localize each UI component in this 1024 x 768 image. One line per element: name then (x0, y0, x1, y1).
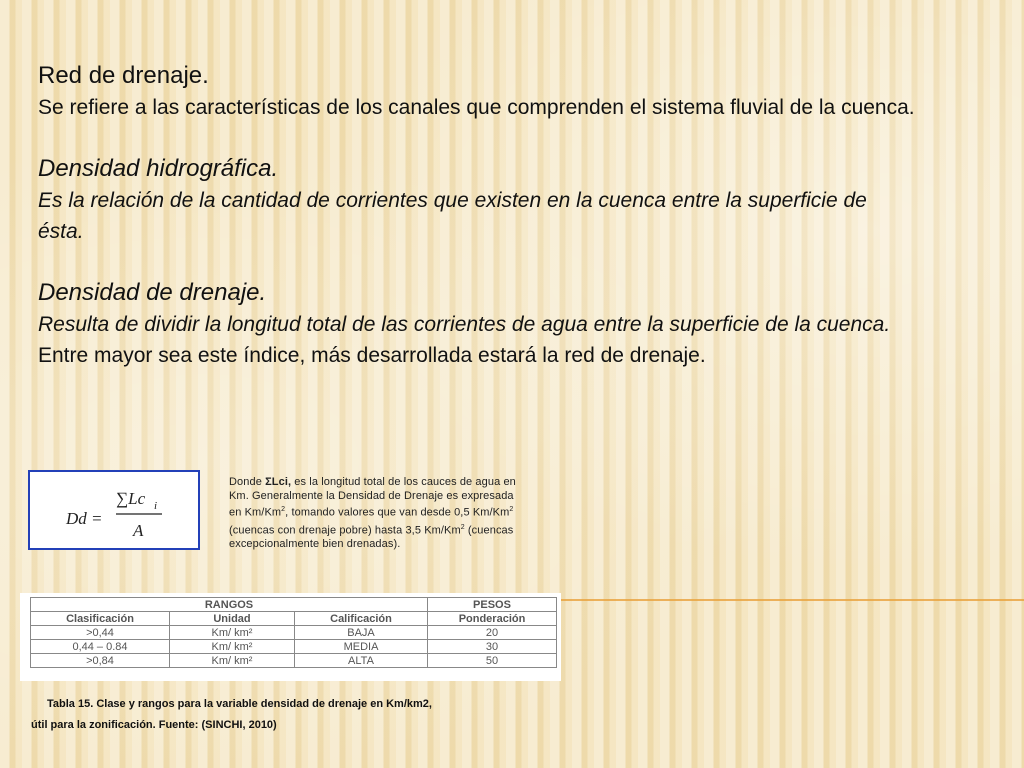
cell: MEDIA (295, 640, 428, 654)
cell: Km/ km² (170, 640, 295, 654)
formula-numerator: ∑Lc (116, 489, 146, 508)
formula-denominator: A (133, 521, 144, 540)
ranges-table (30, 597, 557, 668)
slide-body (38, 60, 990, 371)
formula-note: Donde ΣLci, es la longitud total de los cauces de agua en Km. Generalmente la Densidad de Drenaje es expresada en Km/Km$^2$, tomando valores que van desde 0,5 Km/Km$^2$ (cuencas con drenaje pobre) hasta 3,5 Km/Km$^2$ (cuencas excepcionalmente bien drenadas). (229, 476, 516, 551)
cell: 20 (428, 626, 557, 640)
group-header-rangos: RANGOS (31, 598, 428, 612)
table-row (31, 654, 557, 668)
cell: ALTA (295, 654, 428, 668)
text-densidad-hidrografica: Es la relación de la cantidad de corrientes que existen en la cuenca entre la superficie de ésta. (38, 189, 867, 243)
col-ponderacion: Ponderación (428, 612, 557, 626)
cell: 0,44 – 0.84 (31, 640, 170, 654)
cell: BAJA (295, 626, 428, 640)
table-caption (31, 694, 551, 736)
ranges-table-image (20, 593, 561, 681)
caption-line-1: Tabla 15. Clase y rangos para la variable densidad de drenaje en Km/km2, (47, 698, 432, 710)
text-densidad-de-drenaje-2: Entre mayor sea este índice, más desarrollada estará la red de drenaje. (38, 344, 706, 367)
table-row (31, 640, 557, 654)
text-densidad-de-drenaje: Resulta de dividir la longitud total de las corrientes de agua entre la superficie de la cuenca. (38, 313, 891, 336)
heading-densidad-hidrografica: Densidad hidrográfica. (38, 155, 279, 182)
group-header-pesos: PESOS (428, 598, 557, 612)
formula-graphic (30, 472, 198, 548)
formula-lhs: Dd = (66, 509, 103, 528)
col-calificacion: Calificación (295, 612, 428, 626)
formula-subscript: i (154, 500, 158, 512)
formula-box (28, 470, 200, 550)
table-row (31, 626, 557, 640)
cell: >0,84 (31, 654, 170, 668)
cell: >0,44 (31, 626, 170, 640)
table-group-header-row (31, 598, 557, 612)
note-symbol: ΣLci, (265, 476, 292, 488)
cell: Km/ km² (170, 654, 295, 668)
text-red-de-drenaje: Se refiere a las características de los canales que comprenden el sistema fluvial de la cuenca. (38, 96, 915, 119)
table-header-row (31, 612, 557, 626)
cell: Km/ km² (170, 626, 295, 640)
col-unidad: Unidad (170, 612, 295, 626)
col-clasificacion: Clasificación (31, 612, 170, 626)
caption-line-2: útil para la zonificación. Fuente: (SINCHI, 2010) (31, 719, 277, 731)
heading-red-de-drenaje: Red de drenaje. (38, 62, 209, 89)
heading-densidad-de-drenaje: Densidad de drenaje. (38, 279, 267, 306)
cell: 50 (428, 654, 557, 668)
cell: 30 (428, 640, 557, 654)
accent-divider (540, 599, 1024, 601)
